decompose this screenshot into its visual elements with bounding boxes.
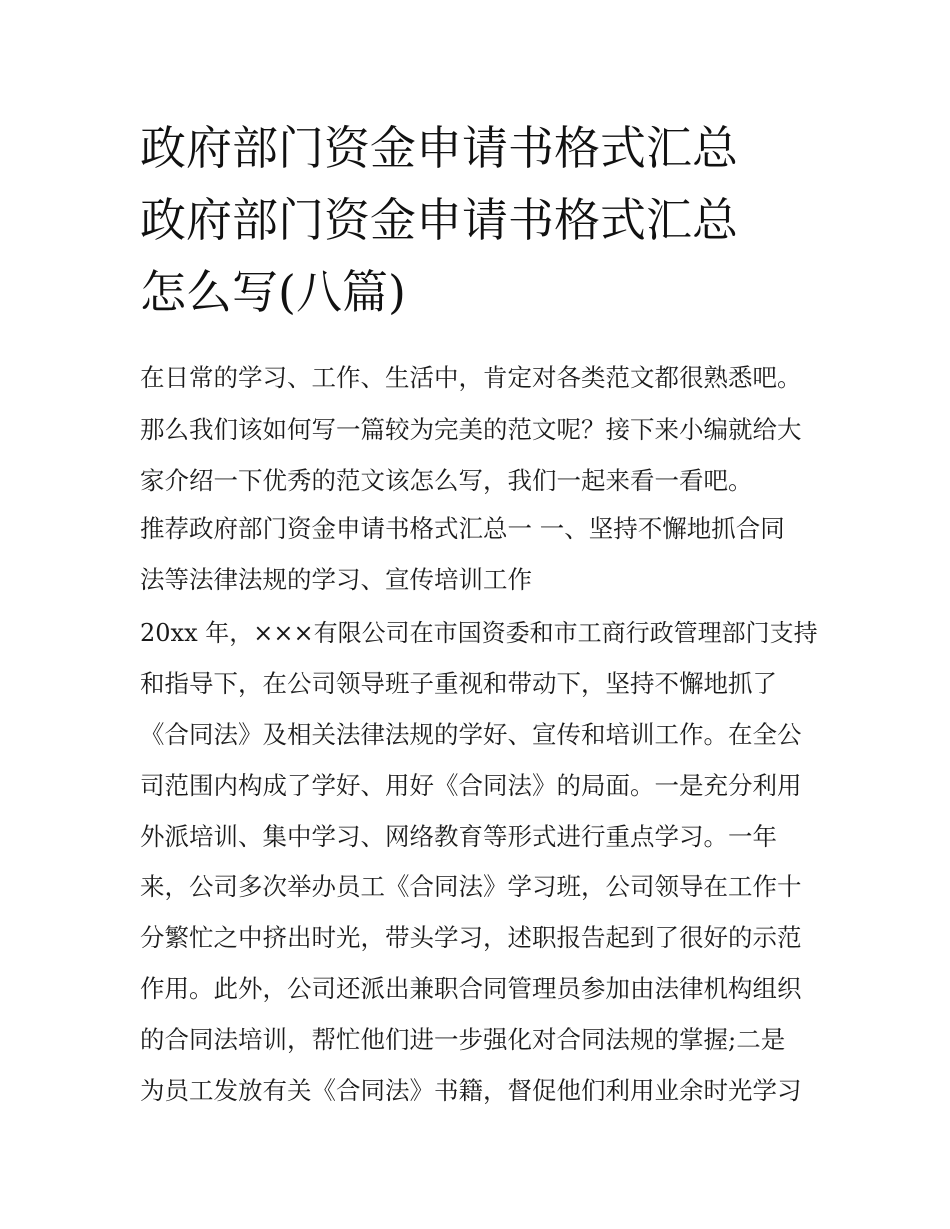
body-line-11: 来，公司多次举办员工《合同法》学习班，公司领导在工作十 [140,872,802,901]
body-line-8: 《合同法》及相关法律法规的学好、宣传和培训工作。在全公 [140,720,802,749]
body-line-5: 法等法律法规的学习、宣传培训工作 [140,565,532,594]
document-title [140,112,820,328]
body-line-9: 司范围内构成了学好、用好《合同法》的局面。一是充分利用 [140,771,802,800]
body-line-2: 那么我们该如何写一篇较为完美的范文呢？接下来小编就给大 [140,415,802,444]
title-line-3: 怎么写(八篇) [140,265,406,319]
body-line-12: 分繁忙之中挤出时光，带头学习，述职报告起到了很好的示范 [140,923,802,952]
title-line-2: 政府部门资金申请书格式汇总 [140,193,738,247]
body-line-1: 在日常的学习、工作、生活中，肯定对各类范文都很熟悉吧。 [140,363,802,392]
body-line-6: 20xx 年，×××有限公司在市国资委和市工商行政管理部门支持 [140,619,818,647]
body-line-14: 的合同法培训，帮忙他们进一步强化对合同法规的掌握;二是 [140,1025,786,1054]
body-line-15: 为员工发放有关《合同法》书籍，督促他们利用业余时光学习 [140,1076,802,1105]
body-line-3: 家介绍一下优秀的范文该怎么写，我们一起来看一看吧。 [140,466,753,495]
body-line-10: 外派培训、集中学习、网络教育等形式进行重点学习。一年 [140,822,777,851]
title-line-1: 政府部门资金申请书格式汇总 [140,121,738,175]
body-line-4: 推荐政府部门资金申请书格式汇总一 一、坚持不懈地抓合同 [140,514,785,543]
body-line-7: 和指导下，在公司领导班子重视和带动下，坚持不懈地抓了 [140,669,777,698]
body-line-13: 作用。此外，公司还派出兼职合同管理员参加由法律机构组织 [140,974,802,1003]
